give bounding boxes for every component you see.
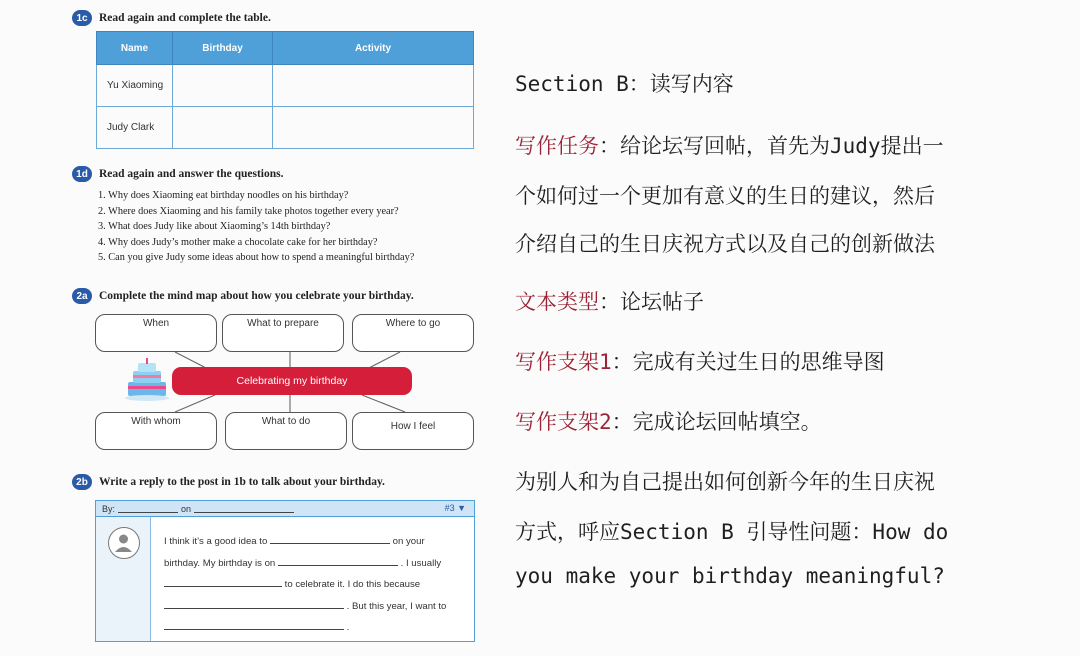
frame1-line — [515, 346, 885, 376]
section-title: Complete the mind map about how you celebrate your birthday. — [99, 290, 414, 302]
reply-text: I think it’s a good idea to — [164, 536, 268, 547]
reply-text: to celebrate it. I do this because — [284, 579, 421, 590]
fill-blank[interactable] — [270, 543, 390, 544]
question-item: 1. Why does Xiaoming eat birthday noodles on his birthday? — [98, 190, 349, 201]
question-item: 3. What does Judy like about Xiaoming’s 14th birthday? — [98, 221, 331, 233]
worksheet-panel — [0, 0, 490, 656]
reply-text: . But this year, I want to — [346, 600, 447, 612]
fill-blank[interactable] — [164, 629, 344, 630]
table-cell-name: Yu Xiaoming — [97, 65, 173, 107]
section-2b-header — [72, 474, 385, 490]
summary-line-2: 方式，呼应Section B 引导性问题：How do — [515, 520, 949, 544]
task-line-1 — [515, 130, 944, 160]
mindmap-node-what-to-prepare[interactable]: What to prepare — [222, 314, 344, 352]
reply-post-box — [95, 500, 475, 642]
task-label: 写作任务 — [515, 134, 599, 158]
table-header: Birthday — [173, 32, 273, 65]
fill-blank[interactable] — [278, 565, 398, 566]
reply-header — [96, 501, 474, 517]
reply-text: . I usually — [400, 557, 442, 569]
connector-line — [175, 395, 215, 412]
section-title: Read again and answer the questions. — [99, 168, 284, 180]
question-item: 5. Can you give Judy some ideas about how to spend a meaningful birthday? — [98, 252, 415, 264]
reply-text: birthday. My birthday is on — [164, 557, 276, 569]
frame2-text: ：完成论坛回帖填空。 — [611, 410, 822, 434]
mindmap-node-how-i-feel[interactable]: How I feel — [352, 412, 474, 450]
notes-panel — [505, 0, 1075, 656]
reply-line — [164, 553, 469, 575]
reply-body — [164, 531, 469, 639]
frame1-text: ：完成有关过生日的思维导图 — [611, 350, 885, 374]
fill-blank[interactable] — [164, 608, 344, 609]
section-title: Write a reply to the post in 1b to talk about your birthday. — [99, 476, 385, 488]
avatar-icon — [108, 527, 140, 559]
by-label: By: — [102, 503, 116, 514]
reply-line — [164, 596, 469, 618]
summary-line-1: 为别人和为自己提出如何创新今年的生日庆祝 — [515, 470, 935, 494]
section-badge: 1c — [72, 10, 92, 26]
table-header: Name — [97, 32, 173, 65]
reply-text: on your — [392, 536, 425, 547]
section-badge: 2a — [72, 288, 92, 304]
author-blank[interactable] — [118, 504, 178, 513]
post-number: #3 ▼ — [444, 503, 466, 513]
frame2-label: 写作支架2 — [515, 410, 612, 434]
task-line-3: 介绍自己的生日庆祝方式以及自己的创新做法 — [515, 232, 935, 256]
section-heading: Section B：读写内容 — [515, 72, 734, 96]
type-text: ：论坛帖子 — [599, 290, 704, 314]
mindmap-node-with-whom[interactable]: With whom — [95, 412, 217, 450]
connector-line — [362, 395, 405, 412]
mindmap-node-what-to-do[interactable]: What to do — [225, 412, 347, 450]
type-line — [515, 286, 704, 316]
fill-blank[interactable] — [164, 586, 282, 587]
frame1-label: 写作支架1 — [515, 350, 612, 374]
summary-line-3: you make your birthday meaningful? — [515, 564, 945, 588]
table-cell-name: Judy Clark — [97, 107, 173, 149]
task-line-2: 个如何过一个更加有意义的生日的建议，然后 — [515, 184, 935, 208]
mindmap-node-where-to-go[interactable]: Where to go — [352, 314, 474, 352]
section-title: Read again and complete the table. — [99, 12, 271, 24]
mindmap-node-when[interactable]: When — [95, 314, 217, 352]
reply-line — [164, 531, 469, 553]
birthday-cake-icon — [124, 356, 170, 402]
question-item: 2. Where does Xiaoming and his family take photos together every year? — [98, 205, 399, 217]
mindmap-center: Celebrating my birthday — [172, 367, 412, 395]
section-badge: 2b — [72, 474, 92, 490]
date-blank[interactable] — [194, 504, 294, 513]
table-header: Activity — [273, 32, 474, 65]
reply-sidebar — [96, 517, 151, 641]
question-item: 4. Why does Judy’s mother make a chocolate cake for her birthday? — [98, 236, 378, 248]
reply-line — [164, 574, 469, 596]
reply-line — [164, 617, 469, 639]
type-label: 文本类型 — [515, 290, 599, 314]
task-text: ：给论坛写回帖，首先为Judy提出一 — [599, 134, 944, 158]
frame2-line — [515, 406, 822, 436]
on-label: on — [181, 503, 192, 514]
reply-text: . — [346, 622, 350, 633]
section-badge: 1d — [72, 166, 92, 182]
